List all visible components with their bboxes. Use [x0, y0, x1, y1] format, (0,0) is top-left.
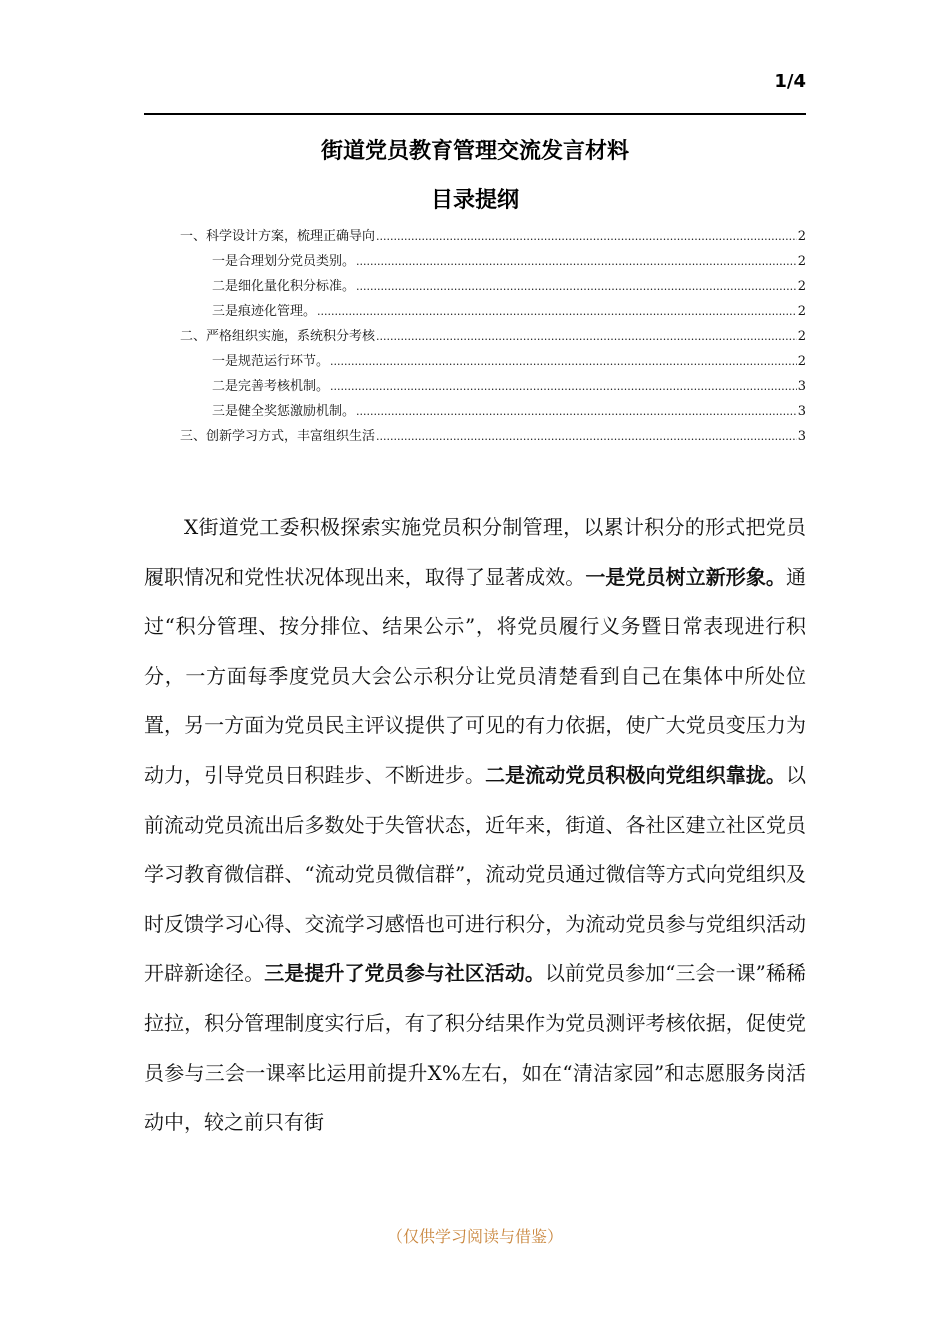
body-highlight: 二是流动党员积极向党组织靠拢。 [485, 762, 786, 787]
body-text-run: 以前流动党员流出后多数处于失管状态，近年来，街道、各社区建立社区党员学习教育微信群、“流动党员微信群”，流动党员通过微信等方式向党组织及时反馈学习心得、交流学习感悟也可进行积分，为流动党员参与党组织活动开辟新途径。 [144, 762, 806, 986]
toc-leader-dots [376, 228, 797, 246]
toc-entry-text: 三是痕迹化管理。 [212, 304, 317, 319]
toc-leader-dots [376, 328, 797, 346]
header-rule [144, 113, 806, 115]
toc-leader-dots [356, 253, 797, 271]
toc-entry[interactable] [180, 228, 806, 246]
toc-entry-page: 2 [797, 329, 806, 344]
toc-entry-text: 二是细化量化积分标准。 [212, 279, 356, 294]
toc-entry-text: 一是规范运行环节。 [212, 354, 330, 369]
toc-entry-page: 2 [797, 354, 806, 369]
body-text-run: 以前党员参加“三会一课”稀稀拉拉，积分管理制度实行后，有了积分结果作为党员测评考核依据，促使党员参与三会一课率比运用前提升X%左右，如在“清洁家园”和志愿服务岗活动中，较之前只有街 [144, 961, 806, 1135]
toc-entry-text: 三是健全奖惩激励机制。 [212, 404, 356, 419]
toc-entry-text: 三、创新学习方式，丰富组织生活 [180, 429, 376, 444]
toc-entry-page: 2 [797, 279, 806, 294]
toc-leader-dots [330, 378, 797, 396]
toc-entry-page: 2 [797, 229, 806, 244]
toc-entry-text: 一是合理划分党员类别。 [212, 254, 356, 269]
document-title: 街道党员教育管理交流发言材料 [320, 139, 629, 164]
toc-entry-page: 3 [797, 404, 806, 419]
toc-entry-text: 二、严格组织实施，系统积分考核 [180, 329, 376, 344]
toc-leader-dots [317, 303, 797, 321]
toc-entry-page: 2 [797, 254, 806, 269]
toc-entry[interactable] [212, 303, 806, 321]
toc-entry[interactable] [212, 403, 806, 421]
body-paragraph [144, 503, 806, 1148]
toc-leader-dots [356, 278, 797, 296]
footer-note: （仅供学习阅读与借鉴） [386, 1227, 563, 1246]
toc-leader-dots [330, 353, 797, 371]
toc-entry-text: 二是完善考核机制。 [212, 379, 330, 394]
toc-entry[interactable] [212, 353, 806, 371]
page-number: 1/4 [774, 71, 806, 92]
toc-leader-dots [356, 403, 797, 421]
toc-entry[interactable] [212, 278, 806, 296]
toc-entry[interactable] [212, 253, 806, 271]
toc-entry-page: 3 [797, 379, 806, 394]
body-text-run: 通过“积分管理、按分排位、结果公示”，将党员履行义务暨日常表现进行积分，一方面每季度党员大会公示积分让党员清楚看到自己在集体中所处位置，另一方面为党员民主评议提供了可见的有力依据，使广大党员变压力为动力，引导党员日积跬步、不断进步。 [144, 564, 806, 787]
toc-entry-page: 3 [797, 429, 806, 444]
toc-entry[interactable] [180, 428, 806, 446]
toc-entry-page: 2 [797, 304, 806, 319]
toc-entry-text: 一、科学设计方案，梳理正确导向 [180, 229, 376, 244]
toc-leader-dots [376, 428, 797, 446]
toc-entry[interactable] [212, 378, 806, 396]
body-highlight: 一是党员树立新形象。 [585, 564, 786, 589]
body-highlight: 三是提升了党员参与社区活动。 [264, 961, 545, 986]
body-text-run: X街道党工委积极探索实施党员积分制管理，以累计积分的形式把党员履职情况和党性状况体现出来，取得了显著成效。 [144, 515, 806, 589]
toc-entry[interactable] [180, 328, 806, 346]
toc-title: 目录提纲 [430, 188, 519, 213]
